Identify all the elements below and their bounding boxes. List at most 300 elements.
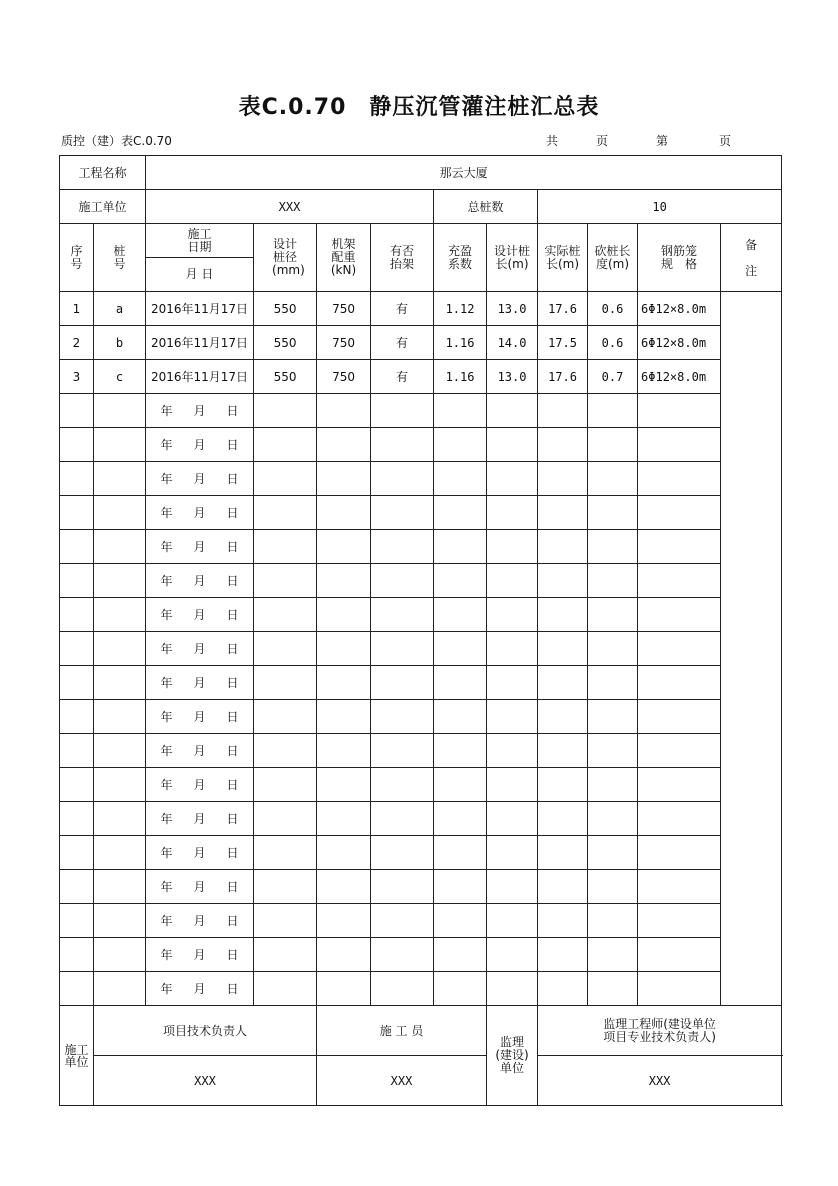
blank-date-cell xyxy=(146,938,254,972)
blank-cell xyxy=(434,700,487,734)
blank-cell xyxy=(60,496,94,530)
header-raised: 有否抬架 xyxy=(371,224,434,292)
table-row xyxy=(60,938,782,972)
blank-cell xyxy=(538,700,588,734)
blank-cell xyxy=(638,428,721,462)
table-row xyxy=(60,360,782,394)
blank-cell xyxy=(538,598,588,632)
header-remark: 备注 xyxy=(721,224,782,292)
raised-cell: 有 xyxy=(371,360,434,394)
blank-cell xyxy=(487,666,538,700)
construction-unit-value: XXX xyxy=(146,190,434,224)
blank-date-cell xyxy=(146,462,254,496)
blank-cell xyxy=(538,530,588,564)
date-day-label: 日 xyxy=(226,880,239,894)
date-month-label: 月 xyxy=(193,404,206,418)
worker-label: 施 工 员 xyxy=(317,1006,487,1056)
seq-cell: 1 xyxy=(60,292,94,326)
date-year-label: 年 xyxy=(160,642,173,656)
actual-len-cell: 17.6 xyxy=(538,292,588,326)
date-day-label: 日 xyxy=(226,914,239,928)
blank-cell xyxy=(434,598,487,632)
blank-cell xyxy=(487,394,538,428)
blank-cell xyxy=(371,972,434,1006)
date-year-label: 年 xyxy=(160,948,173,962)
blank-cell xyxy=(588,462,638,496)
blank-cell xyxy=(538,564,588,598)
blank-cell xyxy=(317,666,371,700)
blank-cell xyxy=(487,904,538,938)
table-row xyxy=(60,734,782,768)
blank-date-cell xyxy=(146,768,254,802)
tech-lead-value: XXX xyxy=(94,1056,317,1106)
blank-cell xyxy=(254,734,317,768)
blank-cell xyxy=(638,802,721,836)
cage-spec-cell: 6Φ12×8.0m xyxy=(638,292,721,326)
blank-cell xyxy=(254,394,317,428)
table-row xyxy=(60,768,782,802)
blank-cell xyxy=(317,802,371,836)
blank-cell xyxy=(94,632,146,666)
header-design-dia: 设计桩径(mm) xyxy=(254,224,317,292)
blank-cell xyxy=(434,768,487,802)
pile-no-cell: b xyxy=(94,326,146,360)
blank-cell xyxy=(371,564,434,598)
date-year-label: 年 xyxy=(160,778,173,792)
blank-cell xyxy=(638,870,721,904)
blank-cell xyxy=(434,870,487,904)
blank-cell xyxy=(638,564,721,598)
blank-cell xyxy=(588,564,638,598)
blank-cell xyxy=(487,496,538,530)
date-cell: 2016年11月17日 xyxy=(146,360,254,394)
date-year-label: 年 xyxy=(160,540,173,554)
blank-cell xyxy=(254,836,317,870)
cage-spec-cell: 6Φ12×8.0m xyxy=(638,360,721,394)
blank-cell xyxy=(317,904,371,938)
blank-cell xyxy=(371,530,434,564)
construction-unit-row xyxy=(60,190,782,224)
blank-cell xyxy=(638,598,721,632)
table-row xyxy=(60,292,782,326)
blank-cell xyxy=(60,972,94,1006)
blank-cell xyxy=(371,462,434,496)
blank-cell xyxy=(60,700,94,734)
blank-cell xyxy=(434,394,487,428)
table-row xyxy=(60,870,782,904)
blank-cell xyxy=(434,734,487,768)
raised-cell: 有 xyxy=(371,292,434,326)
date-day-label: 日 xyxy=(226,438,239,452)
blank-cell xyxy=(94,462,146,496)
blank-date-cell xyxy=(146,700,254,734)
blank-cell xyxy=(538,428,588,462)
blank-cell xyxy=(254,428,317,462)
blank-cell xyxy=(94,666,146,700)
blank-cell xyxy=(487,530,538,564)
date-year-label: 年 xyxy=(160,676,173,690)
design-len-cell: 13.0 xyxy=(487,292,538,326)
blank-cell xyxy=(94,734,146,768)
blank-cell xyxy=(588,768,638,802)
signature-row-1 xyxy=(60,1006,782,1056)
blank-cell xyxy=(254,802,317,836)
blank-cell xyxy=(94,904,146,938)
design-dia-cell: 550 xyxy=(254,360,317,394)
blank-cell xyxy=(487,598,538,632)
blank-cell xyxy=(638,530,721,564)
actual-len-cell: 17.6 xyxy=(538,360,588,394)
blank-cell xyxy=(254,972,317,1006)
blank-cell xyxy=(60,394,94,428)
table-row xyxy=(60,530,782,564)
blank-cell xyxy=(434,428,487,462)
current-page-label: 第 xyxy=(656,134,669,148)
blank-cell xyxy=(371,938,434,972)
cut-len-cell: 0.6 xyxy=(588,326,638,360)
table-row xyxy=(60,496,782,530)
fill-coef-cell: 1.16 xyxy=(434,360,487,394)
blank-cell xyxy=(638,394,721,428)
table-row xyxy=(60,564,782,598)
date-year-label: 年 xyxy=(160,438,173,452)
fill-coef-cell: 1.16 xyxy=(434,326,487,360)
blank-cell xyxy=(538,734,588,768)
blank-cell xyxy=(538,904,588,938)
blank-cell xyxy=(434,666,487,700)
date-day-label: 日 xyxy=(226,710,239,724)
blank-cell xyxy=(317,496,371,530)
date-day-label: 日 xyxy=(226,506,239,520)
blank-cell xyxy=(434,938,487,972)
blank-cell xyxy=(317,870,371,904)
blank-cell xyxy=(538,632,588,666)
date-year-label: 年 xyxy=(160,506,173,520)
blank-cell xyxy=(487,462,538,496)
date-year-label: 年 xyxy=(160,574,173,588)
date-cell: 2016年11月17日 xyxy=(146,326,254,360)
date-month-label: 月 xyxy=(193,914,206,928)
blank-cell xyxy=(588,394,638,428)
date-month-label: 月 xyxy=(193,812,206,826)
blank-cell xyxy=(94,870,146,904)
raised-cell: 有 xyxy=(371,326,434,360)
date-month-label: 月 xyxy=(193,472,206,486)
date-day-label: 日 xyxy=(226,472,239,486)
blank-cell xyxy=(317,700,371,734)
seq-cell: 2 xyxy=(60,326,94,360)
blank-cell xyxy=(317,734,371,768)
date-day-label: 日 xyxy=(226,540,239,554)
blank-cell xyxy=(317,836,371,870)
blank-cell xyxy=(317,530,371,564)
blank-cell xyxy=(371,632,434,666)
design-dia-cell: 550 xyxy=(254,292,317,326)
date-month-label: 月 xyxy=(193,676,206,690)
table-row xyxy=(60,462,782,496)
date-day-label: 日 xyxy=(226,846,239,860)
blank-cell xyxy=(588,870,638,904)
frame-weight-cell: 750 xyxy=(317,326,371,360)
blank-cell xyxy=(94,428,146,462)
date-month-label: 月 xyxy=(193,948,206,962)
blank-cell xyxy=(538,802,588,836)
blank-cell xyxy=(434,802,487,836)
table-row xyxy=(60,972,782,1006)
blank-cell xyxy=(638,462,721,496)
frame-weight-cell: 750 xyxy=(317,360,371,394)
pile-summary-table xyxy=(59,155,782,1106)
blank-cell xyxy=(638,666,721,700)
blank-cell xyxy=(94,938,146,972)
date-month-label: 月 xyxy=(193,710,206,724)
date-day-label: 日 xyxy=(226,404,239,418)
actual-len-cell: 17.5 xyxy=(538,326,588,360)
blank-cell xyxy=(94,836,146,870)
table-row xyxy=(60,394,782,428)
date-day-label: 日 xyxy=(226,574,239,588)
header-row-1 xyxy=(60,224,782,258)
blank-cell xyxy=(60,802,94,836)
page-label: 页 xyxy=(596,134,609,148)
blank-cell xyxy=(487,428,538,462)
blank-cell xyxy=(538,972,588,1006)
date-month-label: 月 xyxy=(193,540,206,554)
date-year-label: 年 xyxy=(160,846,173,860)
table-row xyxy=(60,632,782,666)
header-pile-no: 桩号 xyxy=(94,224,146,292)
blank-cell xyxy=(638,938,721,972)
blank-cell xyxy=(371,870,434,904)
blank-cell xyxy=(317,394,371,428)
blank-cell xyxy=(317,938,371,972)
signature-row-2 xyxy=(60,1056,782,1106)
date-month-label: 月 xyxy=(193,744,206,758)
table-row xyxy=(60,598,782,632)
blank-cell xyxy=(60,530,94,564)
design-len-cell: 13.0 xyxy=(487,360,538,394)
blank-cell xyxy=(371,734,434,768)
blank-cell xyxy=(94,598,146,632)
blank-cell xyxy=(60,938,94,972)
blank-date-cell xyxy=(146,564,254,598)
date-month-label: 月 xyxy=(193,778,206,792)
cut-len-cell: 0.6 xyxy=(588,292,638,326)
header-actual-len: 实际桩长(m) xyxy=(538,224,588,292)
supervisor-label: 监理工程师(建设单位项目专业技术负责人) xyxy=(538,1006,782,1056)
blank-cell xyxy=(371,836,434,870)
date-cell: 2016年11月17日 xyxy=(146,292,254,326)
date-year-label: 年 xyxy=(160,710,173,724)
table-row xyxy=(60,326,782,360)
date-day-label: 日 xyxy=(226,778,239,792)
blank-cell xyxy=(487,734,538,768)
blank-cell xyxy=(371,802,434,836)
blank-cell xyxy=(317,598,371,632)
blank-cell xyxy=(487,768,538,802)
date-month-label: 月 xyxy=(193,608,206,622)
blank-cell xyxy=(371,904,434,938)
date-year-label: 年 xyxy=(160,812,173,826)
date-day-label: 日 xyxy=(226,744,239,758)
date-day-label: 日 xyxy=(226,642,239,656)
blank-cell xyxy=(538,938,588,972)
blank-cell xyxy=(434,904,487,938)
total-piles-label: 总桩数 xyxy=(434,190,538,224)
date-month-label: 月 xyxy=(193,506,206,520)
blank-cell xyxy=(638,768,721,802)
date-year-label: 年 xyxy=(160,404,173,418)
page-label-2: 页 xyxy=(719,134,732,148)
design-len-cell: 14.0 xyxy=(487,326,538,360)
blank-cell xyxy=(638,904,721,938)
blank-cell xyxy=(434,496,487,530)
blank-cell xyxy=(371,700,434,734)
blank-cell xyxy=(588,632,638,666)
blank-cell xyxy=(60,632,94,666)
blank-cell xyxy=(60,598,94,632)
blank-cell xyxy=(317,632,371,666)
blank-date-cell xyxy=(146,632,254,666)
blank-cell xyxy=(588,972,638,1006)
blank-cell xyxy=(371,598,434,632)
blank-cell xyxy=(638,972,721,1006)
date-year-label: 年 xyxy=(160,744,173,758)
date-month-label: 月 xyxy=(193,438,206,452)
tech-lead-label: 项目技术负责人 xyxy=(94,1006,317,1056)
blank-date-cell xyxy=(146,428,254,462)
blank-cell xyxy=(538,394,588,428)
blank-cell xyxy=(60,666,94,700)
date-month-label: 月 xyxy=(193,642,206,656)
blank-cell xyxy=(254,632,317,666)
blank-date-cell xyxy=(146,598,254,632)
project-name-value: 那云大厦 xyxy=(146,156,782,190)
date-month-label: 月 xyxy=(193,880,206,894)
date-day-label: 日 xyxy=(226,608,239,622)
blank-cell xyxy=(317,428,371,462)
blank-cell xyxy=(588,428,638,462)
blank-cell xyxy=(588,598,638,632)
blank-cell xyxy=(317,462,371,496)
blank-date-cell xyxy=(146,972,254,1006)
blank-cell xyxy=(538,666,588,700)
blank-cell xyxy=(588,496,638,530)
header-cut-len: 砍桩长度(m) xyxy=(588,224,638,292)
header-design-len: 设计桩长(m) xyxy=(487,224,538,292)
header-date-bottom: 月 日 xyxy=(146,258,254,292)
pile-no-cell: c xyxy=(94,360,146,394)
construction-unit-label: 施工单位 xyxy=(60,190,146,224)
blank-cell xyxy=(317,768,371,802)
blank-cell xyxy=(94,530,146,564)
total-pages-label: 共 xyxy=(546,134,559,148)
blank-cell xyxy=(254,496,317,530)
construction-unit-sign-label: 施工单位 xyxy=(60,1006,94,1106)
supervisor-value: XXX xyxy=(538,1056,782,1106)
blank-cell xyxy=(588,530,638,564)
blank-cell xyxy=(434,972,487,1006)
blank-cell xyxy=(538,496,588,530)
blank-cell xyxy=(254,564,317,598)
blank-cell xyxy=(317,972,371,1006)
blank-cell xyxy=(254,700,317,734)
blank-cell xyxy=(588,904,638,938)
blank-cell xyxy=(588,836,638,870)
blank-cell xyxy=(254,598,317,632)
blank-cell xyxy=(487,972,538,1006)
project-name-row xyxy=(60,156,782,190)
blank-cell xyxy=(434,564,487,598)
table-row xyxy=(60,428,782,462)
date-day-label: 日 xyxy=(226,676,239,690)
seq-cell: 3 xyxy=(60,360,94,394)
blank-cell xyxy=(487,836,538,870)
blank-cell xyxy=(638,836,721,870)
blank-cell xyxy=(94,972,146,1006)
remark-cell xyxy=(721,292,782,1006)
blank-cell xyxy=(94,496,146,530)
blank-cell xyxy=(60,428,94,462)
header-frame-weight: 机架配重(kN) xyxy=(317,224,371,292)
blank-cell xyxy=(60,564,94,598)
blank-cell xyxy=(371,428,434,462)
blank-date-cell xyxy=(146,530,254,564)
blank-cell xyxy=(538,768,588,802)
design-dia-cell: 550 xyxy=(254,326,317,360)
frame-weight-cell: 750 xyxy=(317,292,371,326)
date-year-label: 年 xyxy=(160,880,173,894)
blank-cell xyxy=(538,462,588,496)
blank-cell xyxy=(254,904,317,938)
date-day-label: 日 xyxy=(226,812,239,826)
blank-cell xyxy=(94,700,146,734)
blank-cell xyxy=(538,836,588,870)
blank-date-cell xyxy=(146,870,254,904)
date-year-label: 年 xyxy=(160,472,173,486)
blank-cell xyxy=(94,768,146,802)
total-piles-value: 10 xyxy=(538,190,782,224)
blank-cell xyxy=(254,870,317,904)
cut-len-cell: 0.7 xyxy=(588,360,638,394)
blank-date-cell xyxy=(146,904,254,938)
blank-cell xyxy=(254,768,317,802)
blank-cell xyxy=(588,700,638,734)
blank-cell xyxy=(60,904,94,938)
blank-cell xyxy=(254,530,317,564)
blank-cell xyxy=(638,734,721,768)
header-fill-coef: 充盈系数 xyxy=(434,224,487,292)
blank-cell xyxy=(254,666,317,700)
blank-cell xyxy=(371,666,434,700)
table-row xyxy=(60,836,782,870)
blank-cell xyxy=(94,802,146,836)
blank-cell xyxy=(60,836,94,870)
blank-cell xyxy=(60,768,94,802)
blank-cell xyxy=(487,938,538,972)
blank-date-cell xyxy=(146,394,254,428)
worker-value: XXX xyxy=(317,1056,487,1106)
pile-no-cell: a xyxy=(94,292,146,326)
blank-cell xyxy=(487,870,538,904)
blank-cell xyxy=(588,666,638,700)
blank-date-cell xyxy=(146,734,254,768)
table-row xyxy=(60,666,782,700)
blank-cell xyxy=(317,564,371,598)
blank-cell xyxy=(638,700,721,734)
date-month-label: 月 xyxy=(193,574,206,588)
form-code: 质控（建）表C.0.70 xyxy=(61,134,172,148)
